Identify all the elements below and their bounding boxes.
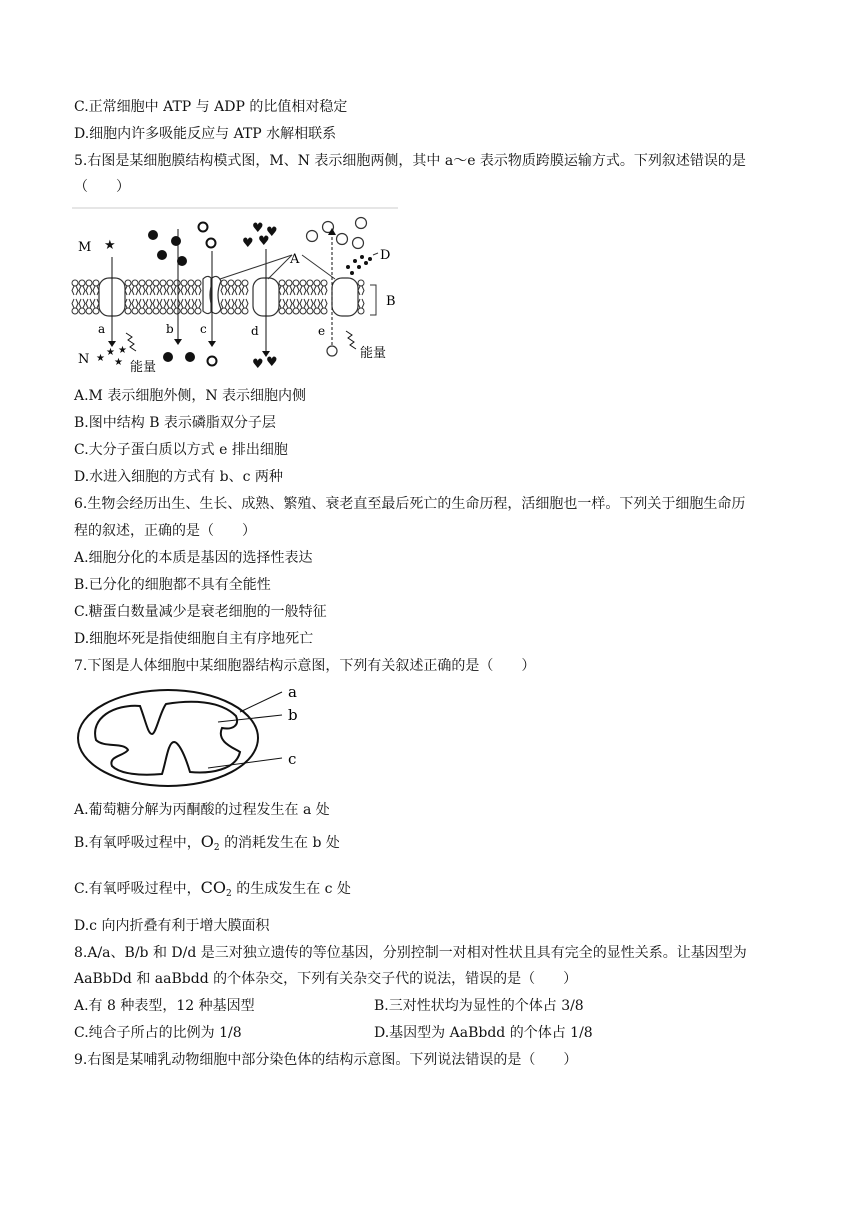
q9-stem: 9.右图是某哺乳动物细胞中部分染色体的结构示意图。下列说法错误的是（ ） <box>74 1052 578 1068</box>
carrier-protein-e <box>332 278 358 316</box>
q5-option-c: C.大分子蛋白质以方式 e 排出细胞 <box>74 442 288 458</box>
label-b-matrix: b <box>288 706 298 724</box>
q5-option-a: A.M 表示细胞外侧，N 表示细胞内侧 <box>74 388 307 404</box>
q6-option-c: C.糖蛋白数量减少是衰老细胞的一般特征 <box>74 604 327 620</box>
q7-option-b: B.有氧呼吸过程中，$O_2$ 的消耗发生在 b 处 <box>74 832 340 853</box>
q7-option-d: D.c 向内折叠有利于增大膜面积 <box>74 918 270 934</box>
energy-label-left: 能量 <box>130 360 157 373</box>
svg-text:♥: ♥ <box>266 225 278 240</box>
q8-option-a: A.有 8 种表型，12 种基因型 <box>74 998 255 1014</box>
q6-option-d: D.细胞坏死是指使细胞自主有序地死亡 <box>74 631 314 647</box>
svg-text:★: ★ <box>114 357 123 368</box>
label-B: B <box>386 294 396 309</box>
label-D: D <box>380 248 391 263</box>
q8-option-c: C.纯合子所占的比例为 1/8 <box>74 1025 242 1041</box>
svg-text:♥: ♥ <box>242 236 254 251</box>
svg-text:★: ★ <box>96 353 105 364</box>
q5-stem-line2: （ ） <box>74 179 130 195</box>
label-N: N <box>78 352 90 367</box>
cell-membrane-figure <box>70 205 400 373</box>
label-b: b <box>166 322 174 336</box>
label-e: e <box>318 324 326 338</box>
svg-text:★: ★ <box>118 345 127 356</box>
q4-option-d: D.细胞内许多吸能反应与 ATP 水解相联系 <box>74 126 337 142</box>
svg-text:♥: ♥ <box>266 355 278 370</box>
label-a: a <box>98 322 106 336</box>
q7-stem: 7.下图是人体细胞中某细胞器结构示意图，下列有关叙述正确的是（ ） <box>74 658 536 674</box>
mitochondrion-figure <box>70 682 340 792</box>
label-c-inner: c <box>288 750 297 768</box>
q5-option-b: B.图中结构 B 表示磷脂双分子层 <box>74 415 276 431</box>
q8-stem-line2: AaBbDd 和 aaBbdd 的个体杂交，下列有关杂交子代的说法，错误的是（ ） <box>74 971 578 987</box>
label-d: d <box>251 324 259 338</box>
q7-option-c: C.有氧呼吸过程中，$CO_2$ 的生成发生在 c 处 <box>74 878 351 899</box>
energy-arrow-left <box>126 333 136 351</box>
q4-option-c: C.正常细胞中 ATP 与 ADP 的比值相对稳定 <box>74 99 348 115</box>
q5-stem-line1: 5.右图是某细胞膜结构模式图，M、N 表示细胞两侧，其中 a～e 表示物质跨膜运输方式。下列叙述错误的是 <box>74 153 746 169</box>
label-A: A <box>290 252 300 267</box>
q6-option-a: A.细胞分化的本质是基因的选择性表达 <box>74 550 313 566</box>
svg-text:♥: ♥ <box>252 221 264 236</box>
q6-stem-line2: 程的叙述，正确的是（ ） <box>74 523 256 539</box>
energy-label-right: 能量 <box>360 346 387 361</box>
star-molecule: ★ <box>104 238 116 253</box>
label-c: c <box>200 322 207 336</box>
label-a-outer: a <box>288 683 297 701</box>
svg-text:♥: ♥ <box>252 357 264 372</box>
q8-option-b: B.三对性状均为显性的个体占 3/8 <box>374 998 584 1014</box>
q8-stem-line1: 8.A/a、B/b 和 D/d 是三对独立遗传的等位基因，分别控制一对相对性状且具有完全的显性关系。让基因型为 <box>74 945 747 961</box>
svg-text:♥: ♥ <box>258 234 270 249</box>
q6-stem-line1: 6.生物会经历出生、生长、成熟、繁殖、衰老直至最后死亡的生命历程，活细胞也一样。下列关于细胞生命历 <box>74 496 746 512</box>
q5-option-d: D.水进入细胞的方式有 b、c 两种 <box>74 469 283 485</box>
q7-option-a: A.葡萄糖分解为丙酮酸的过程发生在 a 处 <box>74 802 330 818</box>
svg-text:★: ★ <box>106 347 115 358</box>
q6-option-b: B.已分化的细胞都不具有全能性 <box>74 577 271 593</box>
energy-arrow-right <box>346 331 356 349</box>
q8-option-d: D.基因型为 AaBbdd 的个体占 1/8 <box>374 1025 593 1041</box>
label-M: M <box>78 240 92 255</box>
